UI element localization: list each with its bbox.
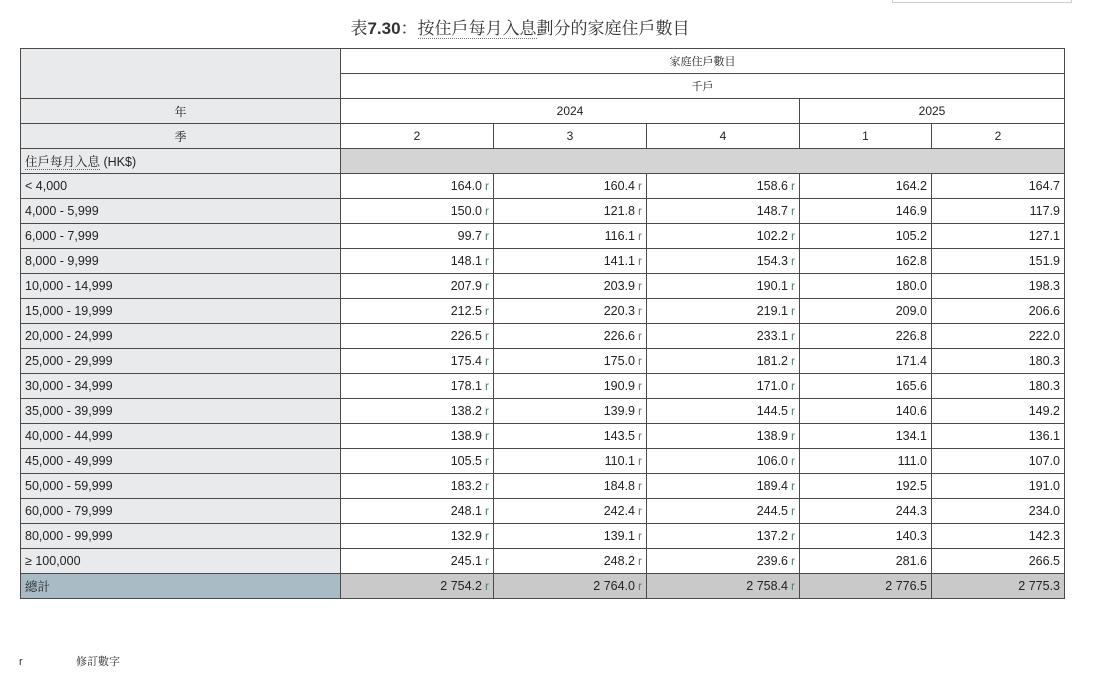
cell-value: 162.8 [895,254,927,268]
cell-value: 110.1 [604,454,635,468]
data-cell [341,299,494,324]
revised-flag: r [638,529,642,543]
income-range-label: 40,000 - 44,999 [21,424,341,449]
data-cell [800,499,932,524]
data-cell [647,299,800,324]
cell-value: 180.3 [1028,354,1060,368]
cell-value: 165.6 [895,379,927,393]
revised-flag: r [638,479,642,493]
cell-value: 150.0 [450,204,482,218]
data-cell [932,174,1065,199]
quarter-header: 2 [341,124,494,149]
data-cell [647,374,800,399]
data-cell [494,324,647,349]
revised-flag: r [638,379,642,393]
data-cell [494,549,647,574]
revised-flag: r [638,229,642,243]
income-range-label: 15,000 - 19,999 [21,299,341,324]
total-cell [341,574,494,599]
revised-flag: r [638,429,642,443]
cell-value: 248.1 [450,504,482,518]
cell-value: 220.3 [603,304,635,318]
revised-flag: r [485,429,489,443]
data-cell [647,249,800,274]
title-abbreviation[interactable]: 按住戶每月入息 [417,19,537,38]
cell-value: 180.3 [1028,379,1060,393]
data-cell [932,424,1065,449]
data-cell [800,424,932,449]
data-cell [341,424,494,449]
cell-value: 198.3 [1028,279,1060,293]
revised-flag: r [485,454,489,468]
data-cell [494,449,647,474]
data-cell [800,399,932,424]
cell-value: 209.0 [895,304,927,318]
cell-value: 105.2 [895,229,927,243]
cell-value: 281.6 [895,554,927,568]
cell-value: 142.3 [1028,529,1060,543]
data-cell [494,224,647,249]
data-cell [932,199,1065,224]
income-range-label: 10,000 - 14,999 [21,274,341,299]
total-label: 總計 [21,574,341,599]
year-label: 年 [21,99,341,124]
table-row [21,349,1065,374]
data-cell [800,324,932,349]
total-row [21,574,1065,599]
cell-value: 207.9 [450,279,482,293]
cell-value: 140.6 [895,404,927,418]
income-range-label: 30,000 - 34,999 [21,374,341,399]
data-cell [932,274,1065,299]
cell-value: 164.0 [450,179,482,193]
table-number: 7.30 [367,19,401,38]
revised-flag: r [638,329,642,343]
cell-value: 190.1 [756,279,788,293]
cell-value: 183.2 [450,479,482,493]
data-cell [800,549,932,574]
table-row [21,174,1065,199]
total-cell [494,574,647,599]
data-cell [800,249,932,274]
cell-value: 143.5 [603,429,635,443]
cell-value: 151.9 [1028,254,1060,268]
data-cell [800,524,932,549]
revised-flag: r [791,204,795,218]
section-label-abbreviation[interactable]: 住戶每月入息 [25,155,101,169]
table-row [21,549,1065,574]
cell-value: 248.2 [603,554,635,568]
revised-flag: r [791,179,795,193]
cell-value: 116.1 [604,229,635,243]
revised-flag: r [638,304,642,318]
year-header-2024: 2024 [341,99,800,124]
cell-value: 233.1 [756,329,788,343]
data-cell [800,374,932,399]
revised-flag: r [791,229,795,243]
table-row [21,224,1065,249]
data-cell [341,549,494,574]
income-range-label: 80,000 - 99,999 [21,524,341,549]
income-range-label: 25,000 - 29,999 [21,349,341,374]
footnote [19,653,120,669]
revised-flag: r [791,454,795,468]
table-row [21,399,1065,424]
quarter-header: 4 [647,124,800,149]
cell-value: 148.1 [450,254,482,268]
data-cell [800,349,932,374]
cell-value: 245.1 [450,554,482,568]
data-cell [341,499,494,524]
data-cell [647,324,800,349]
table-row [21,299,1065,324]
quarter-label: 季 [21,124,341,149]
data-cell [800,224,932,249]
cell-value: 2 754.2 [440,579,482,593]
cell-value: 178.1 [450,379,482,393]
data-cell [341,524,494,549]
cell-value: 175.4 [450,354,482,368]
cell-value: 206.6 [1028,304,1060,318]
income-range-label: 45,000 - 49,999 [21,449,341,474]
revised-flag: r [791,504,795,518]
revised-flag: r [791,579,795,593]
cell-value: 226.6 [603,329,635,343]
cell-value: 190.9 [603,379,635,393]
revised-flag: r [791,279,795,293]
revised-flag: r [485,329,489,343]
unit-header: 千戶 [341,74,1065,99]
revised-flag: r [638,554,642,568]
revised-flag: r [485,379,489,393]
income-range-label: < 4,000 [21,174,341,199]
income-range-label: 60,000 - 79,999 [21,499,341,524]
income-range-label: ≥ 100,000 [21,549,341,574]
cell-value: 171.0 [756,379,788,393]
data-cell [341,224,494,249]
revised-flag: r [485,554,489,568]
income-range-label: 20,000 - 24,999 [21,324,341,349]
cell-value: 191.0 [1028,479,1060,493]
cell-value: 164.7 [1028,179,1060,193]
cell-value: 107.0 [1028,454,1060,468]
income-range-label: 8,000 - 9,999 [21,249,341,274]
table-row [21,499,1065,524]
cell-value: 222.0 [1028,329,1060,343]
cell-value: 158.6 [756,179,788,193]
data-cell [647,224,800,249]
income-range-label: 35,000 - 39,999 [21,399,341,424]
cell-value: 226.8 [895,329,927,343]
revised-flag: r [791,254,795,268]
data-cell [647,524,800,549]
cell-value: 164.2 [895,179,927,193]
cell-value: 189.4 [756,479,788,493]
data-table [20,48,1065,599]
data-cell [494,274,647,299]
data-cell [341,449,494,474]
revised-flag: r [485,579,489,593]
cell-value: 154.3 [756,254,788,268]
cell-value: 127.1 [1028,229,1060,243]
cell-value: 138.9 [450,429,482,443]
data-cell [647,549,800,574]
header-corner [21,49,341,99]
cell-value: 239.6 [756,554,788,568]
cell-value: 242.4 [603,504,635,518]
data-cell [800,449,932,474]
revised-flag: r [485,404,489,418]
footnote-text: 修訂數字 [76,656,120,668]
data-cell [932,449,1065,474]
data-cell [932,349,1065,374]
data-cell [932,299,1065,324]
table-row [21,249,1065,274]
cell-value: 244.3 [895,504,927,518]
cell-value: 2 764.0 [593,579,635,593]
table-title [0,14,1040,39]
cell-value: 144.5 [756,404,788,418]
cell-value: 2 776.5 [885,579,927,593]
title-colon: ： [400,19,418,38]
cell-value: 137.2 [756,529,788,543]
income-range-label: 50,000 - 59,999 [21,474,341,499]
cell-value: 226.5 [450,329,482,343]
income-range-label: 6,000 - 7,999 [21,224,341,249]
data-cell [647,399,800,424]
data-cell [341,199,494,224]
data-cell [494,299,647,324]
data-cell [647,349,800,374]
cell-value: 132.9 [450,529,482,543]
data-cell [647,274,800,299]
revised-flag: r [791,529,795,543]
table-row [21,374,1065,399]
table-row [21,274,1065,299]
revised-flag: r [485,354,489,368]
cell-value: 138.9 [756,429,788,443]
data-cell [341,174,494,199]
data-cell [341,399,494,424]
table-row [21,324,1065,349]
cell-value: 134.1 [895,429,927,443]
cell-value: 180.0 [895,279,927,293]
table-row [21,449,1065,474]
revised-flag: r [638,279,642,293]
income-range-label: 4,000 - 5,999 [21,199,341,224]
table-row [21,424,1065,449]
revised-flag: r [485,179,489,193]
quarter-header: 2 [932,124,1065,149]
cell-value: 99.7 [457,229,482,243]
table-row [21,199,1065,224]
data-cell [341,274,494,299]
data-cell [494,424,647,449]
data-cell [647,499,800,524]
total-cell [800,574,932,599]
cell-value: 2 758.4 [746,579,788,593]
cell-value: 117.9 [1029,204,1060,218]
revised-flag: r [485,304,489,318]
section-fill [341,149,1065,174]
cell-value: 139.1 [603,529,635,543]
data-cell [341,474,494,499]
revised-flag: r [638,179,642,193]
revised-flag: r [485,504,489,518]
data-cell [494,199,647,224]
table-row [21,524,1065,549]
cell-value: 244.5 [756,504,788,518]
revised-flag: r [485,229,489,243]
year-header-2025: 2025 [800,99,1065,124]
data-cell [800,274,932,299]
cell-value: 106.0 [756,454,788,468]
cell-value: 141.1 [603,254,635,268]
cell-value: 136.1 [1028,429,1060,443]
cell-value: 140.3 [895,529,927,543]
data-cell [932,499,1065,524]
cell-value: 175.0 [603,354,635,368]
revised-flag: r [791,329,795,343]
revised-flag: r [791,379,795,393]
quarter-header: 3 [494,124,647,149]
revised-flag: r [791,354,795,368]
data-cell [932,399,1065,424]
data-cell [494,349,647,374]
data-cell [932,474,1065,499]
cell-value: 2 775.3 [1018,579,1060,593]
revised-flag: r [485,279,489,293]
data-cell [341,249,494,274]
cell-value: 212.5 [450,304,482,318]
data-cell [494,524,647,549]
measure-header: 家庭住戶數目 [341,49,1065,74]
cell-value: 219.1 [756,304,788,318]
data-cell [647,424,800,449]
data-cell [494,399,647,424]
revised-flag: r [638,404,642,418]
footnote-symbol: r [19,656,23,668]
cell-value: 148.7 [756,204,788,218]
data-cell [932,324,1065,349]
data-cell [341,374,494,399]
data-cell [800,174,932,199]
cell-value: 138.2 [450,404,482,418]
cell-value: 184.8 [603,479,635,493]
cell-value: 121.8 [603,204,635,218]
cell-value: 146.9 [895,204,927,218]
revised-flag: r [638,504,642,518]
total-cell [932,574,1065,599]
section-label [21,149,341,174]
data-cell [800,474,932,499]
revised-flag: r [791,304,795,318]
data-cell [494,174,647,199]
cell-value: 102.2 [756,229,788,243]
revised-flag: r [638,354,642,368]
revised-flag: r [638,204,642,218]
revised-flag: r [485,479,489,493]
title-prefix: 表 [350,19,368,38]
revised-flag: r [485,254,489,268]
data-cell [494,499,647,524]
data-cell [932,224,1065,249]
title-rest: 劃分的家庭住戶數目 [536,19,690,38]
quarter-header: 1 [800,124,932,149]
data-cell [341,349,494,374]
cell-value: 171.4 [895,354,927,368]
revised-flag: r [485,204,489,218]
section-label-unit: (HK$) [100,155,137,169]
cell-value: 266.5 [1028,554,1060,568]
cell-value: 160.4 [603,179,635,193]
revised-flag: r [638,254,642,268]
cell-value: 181.2 [756,354,788,368]
data-cell [341,324,494,349]
revised-flag: r [638,579,642,593]
data-cell [932,549,1065,574]
revised-flag: r [791,404,795,418]
revised-flag: r [638,454,642,468]
data-cell [647,449,800,474]
data-cell [494,474,647,499]
revised-flag: r [791,429,795,443]
dropdown-box-edge[interactable] [892,0,1072,3]
cell-value: 203.9 [603,279,635,293]
data-cell [647,174,800,199]
data-cell [932,524,1065,549]
cell-value: 111.0 [897,454,927,468]
cell-value: 149.2 [1028,404,1060,418]
revised-flag: r [791,554,795,568]
cell-value: 192.5 [895,479,927,493]
data-cell [932,249,1065,274]
data-cell [932,374,1065,399]
cell-value: 105.5 [450,454,482,468]
data-cell [647,474,800,499]
data-cell [647,199,800,224]
revised-flag: r [791,479,795,493]
data-cell [494,374,647,399]
data-cell [800,199,932,224]
total-cell [647,574,800,599]
revised-flag: r [485,529,489,543]
cell-value: 234.0 [1028,504,1060,518]
cell-value: 139.9 [603,404,635,418]
data-cell [494,249,647,274]
table-row [21,474,1065,499]
data-cell [800,299,932,324]
